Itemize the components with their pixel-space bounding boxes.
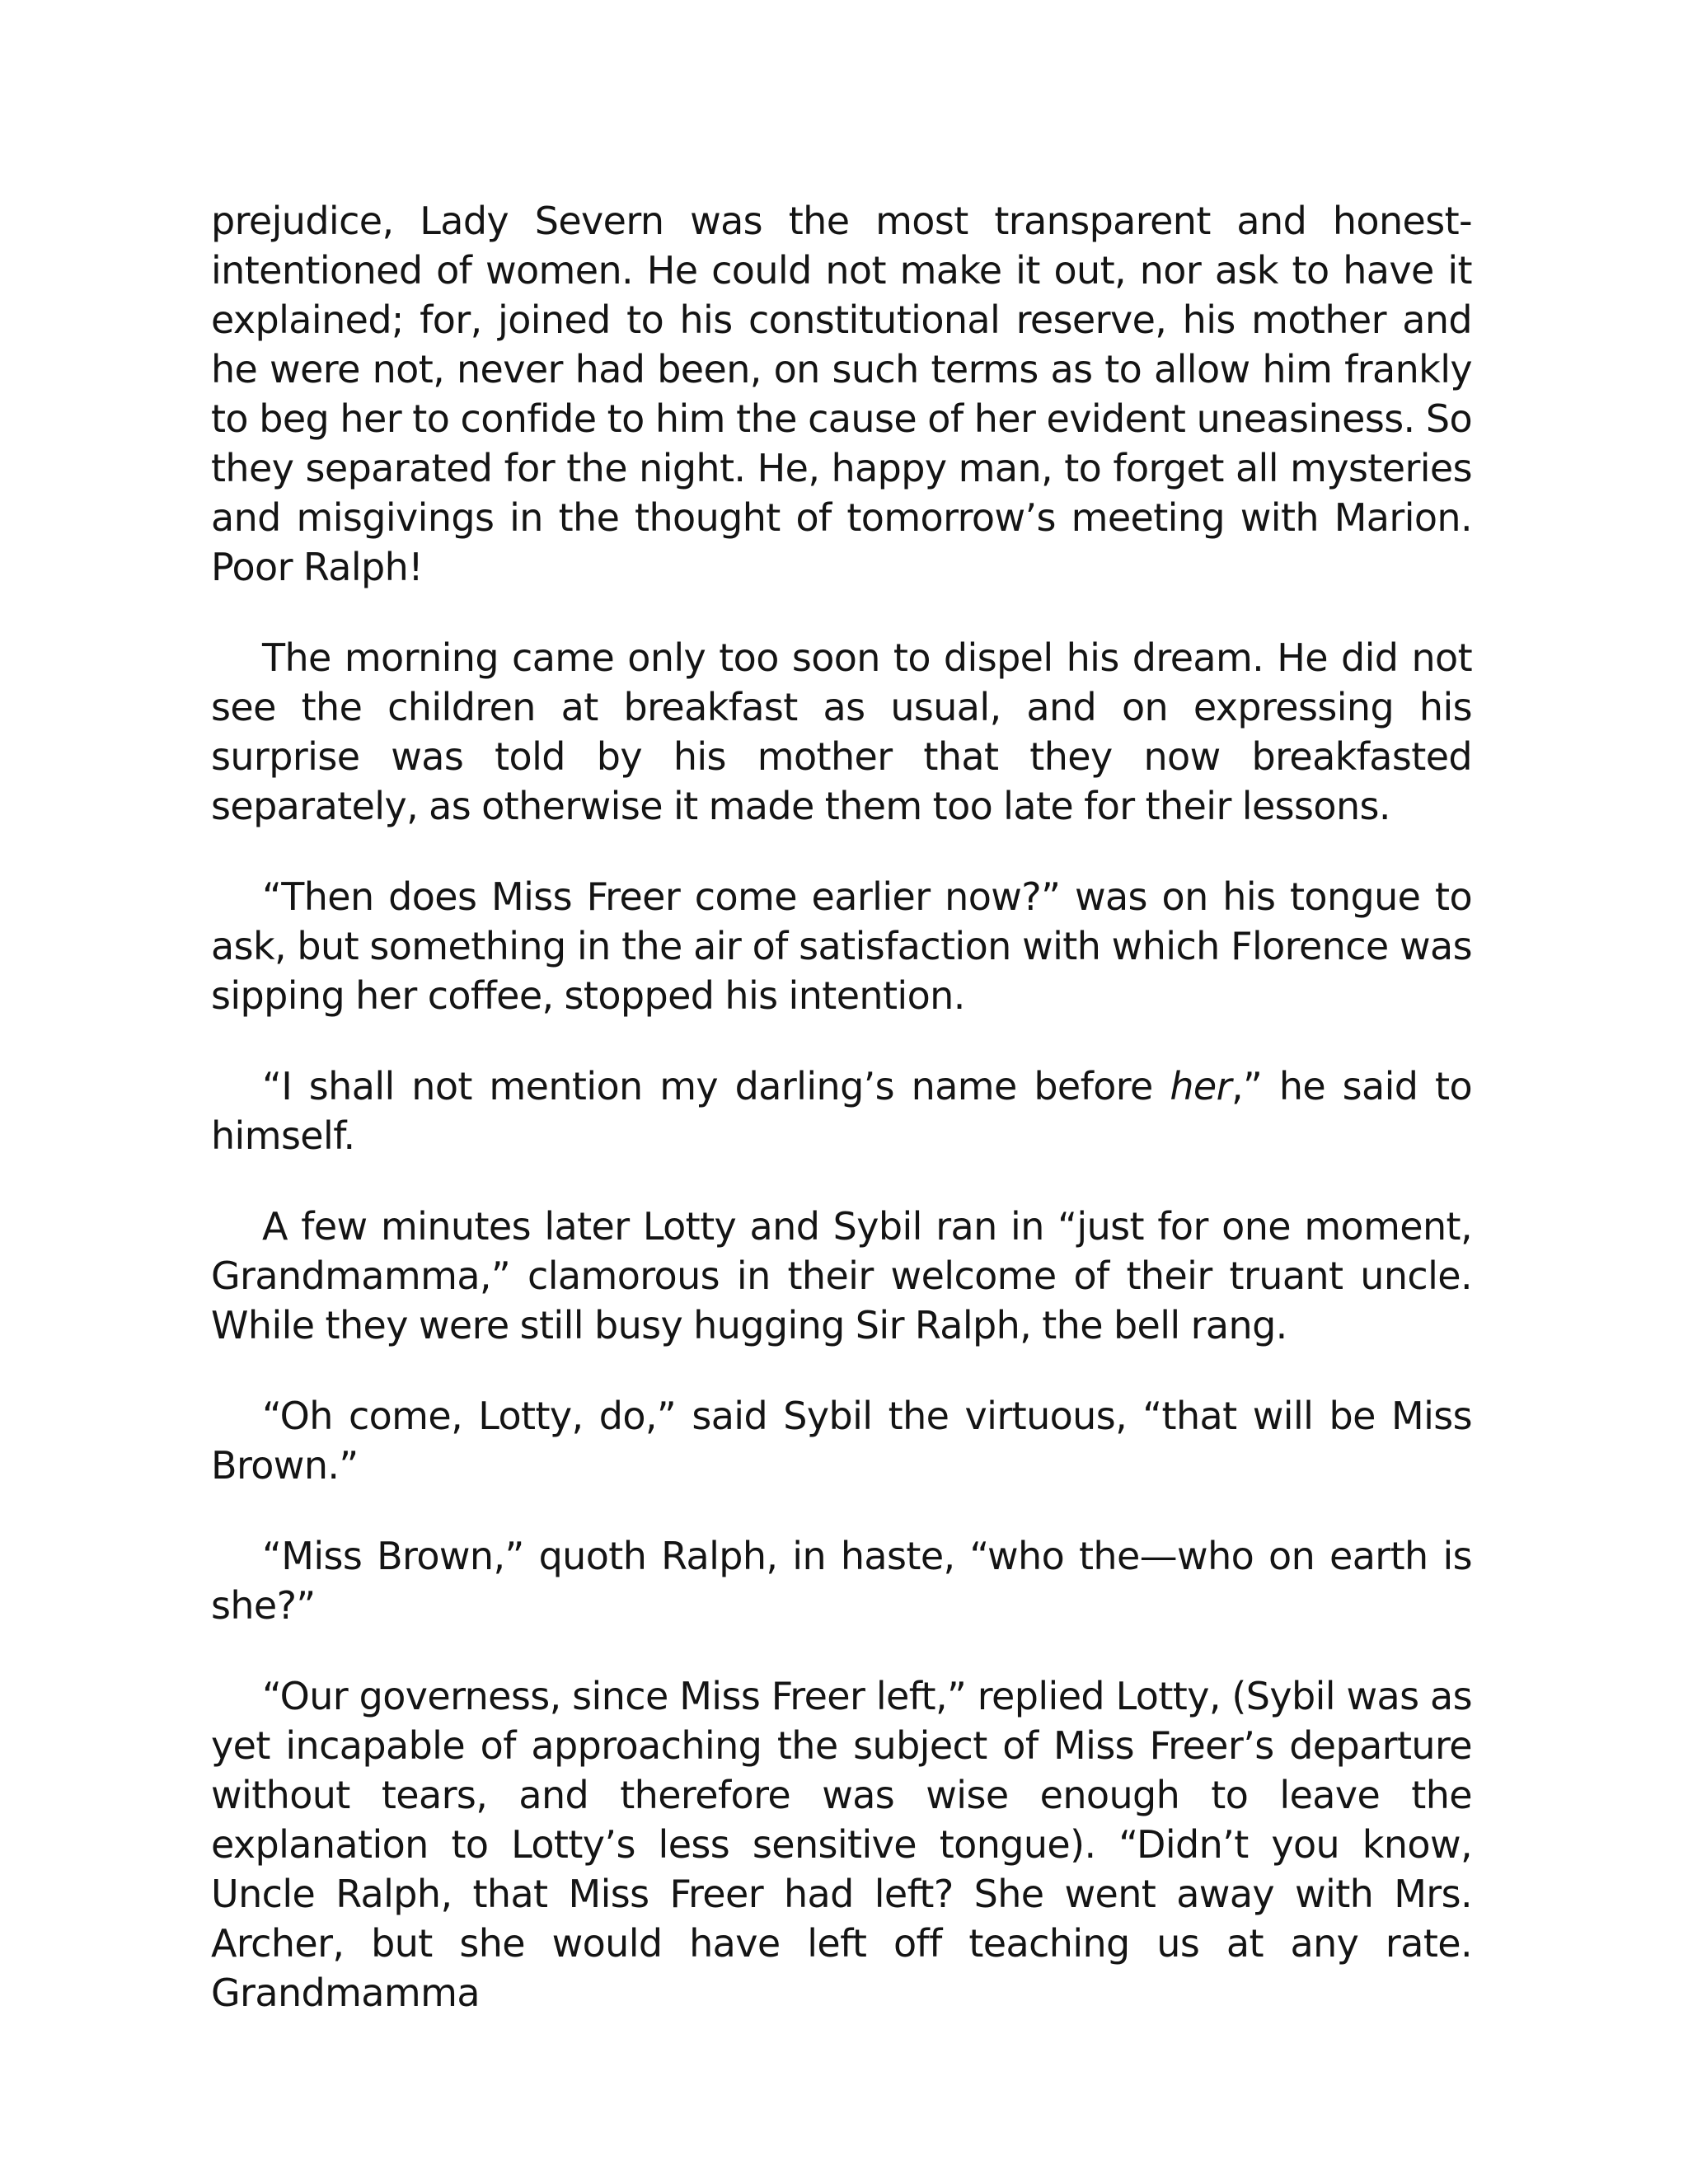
paragraph-4 [211, 1062, 1472, 1160]
paragraph-text: “Miss Brown,” quoth Ralph, in haste, “who the—who on earth is she?” [211, 1534, 1472, 1628]
paragraph-3 [211, 872, 1472, 1020]
paragraph-8 [211, 1671, 1472, 2018]
paragraph-text: “I shall not mention my darling’s name before [262, 1064, 1170, 1108]
paragraph-6 [211, 1391, 1472, 1490]
paragraph-text: “Then does Miss Freer come earlier now?” was on his tongue to ask, but something in the air of satisfaction with which Florence was sipping her coffee, stopped his intention. [211, 874, 1472, 1018]
paragraph-1 [211, 196, 1472, 592]
paragraph-text: A few minutes later Lotty and Sybil ran in “just for one moment, Grandmamma,” clamorous in their welcome of their truant uncle. While they were still busy hugging Sir Ralph, the bell rang. [211, 1204, 1472, 1347]
paragraph-5 [211, 1202, 1472, 1350]
emphasized-word: her [1170, 1064, 1231, 1108]
paragraph-text: “Our governess, since Miss Freer left,” replied Lotty, (Sybil was as yet incapable of approaching the subject of Miss Freer’s departure without tears, and therefore was wise enough to leave the explanation to Lotty’s less sensitive tongue). “Didn’t you know, Uncle Ralph, that Miss Freer had left? She went away with Mrs. Archer, but she would have left off teaching us at any rate. Grandmamma [211, 1674, 1472, 2015]
paragraph-2 [211, 633, 1472, 831]
paragraph-text: ,” he said to himself. [211, 1064, 1472, 1158]
paragraph-text: “Oh come, Lotty, do,” said Sybil the virtuous, “that will be Miss Brown.” [211, 1394, 1472, 1488]
paragraph-text: The morning came only too soon to dispel his dream. He did not see the children at breakfast as usual, and on expressing his surprise was told by his mother that they now breakfasted separately, as otherwise it made them too late for their lessons. [211, 635, 1472, 828]
paragraph-text: prejudice, Lady Severn was the most transparent and honest-intentioned of women. He could not make it out, nor ask to have it explained; for, joined to his constitutional reserve, his mother and he were not, never had been, on such terms as to allow him frankly to beg her to confide to him the cause of her evident uneasiness. So they separated for the night. He, happy man, to forget all mysteries and misgivings in the thought of tomorrow’s meeting with Marion. Poor Ralph! [211, 199, 1472, 589]
body-text [211, 196, 1472, 2059]
paragraph-7 [211, 1531, 1472, 1630]
